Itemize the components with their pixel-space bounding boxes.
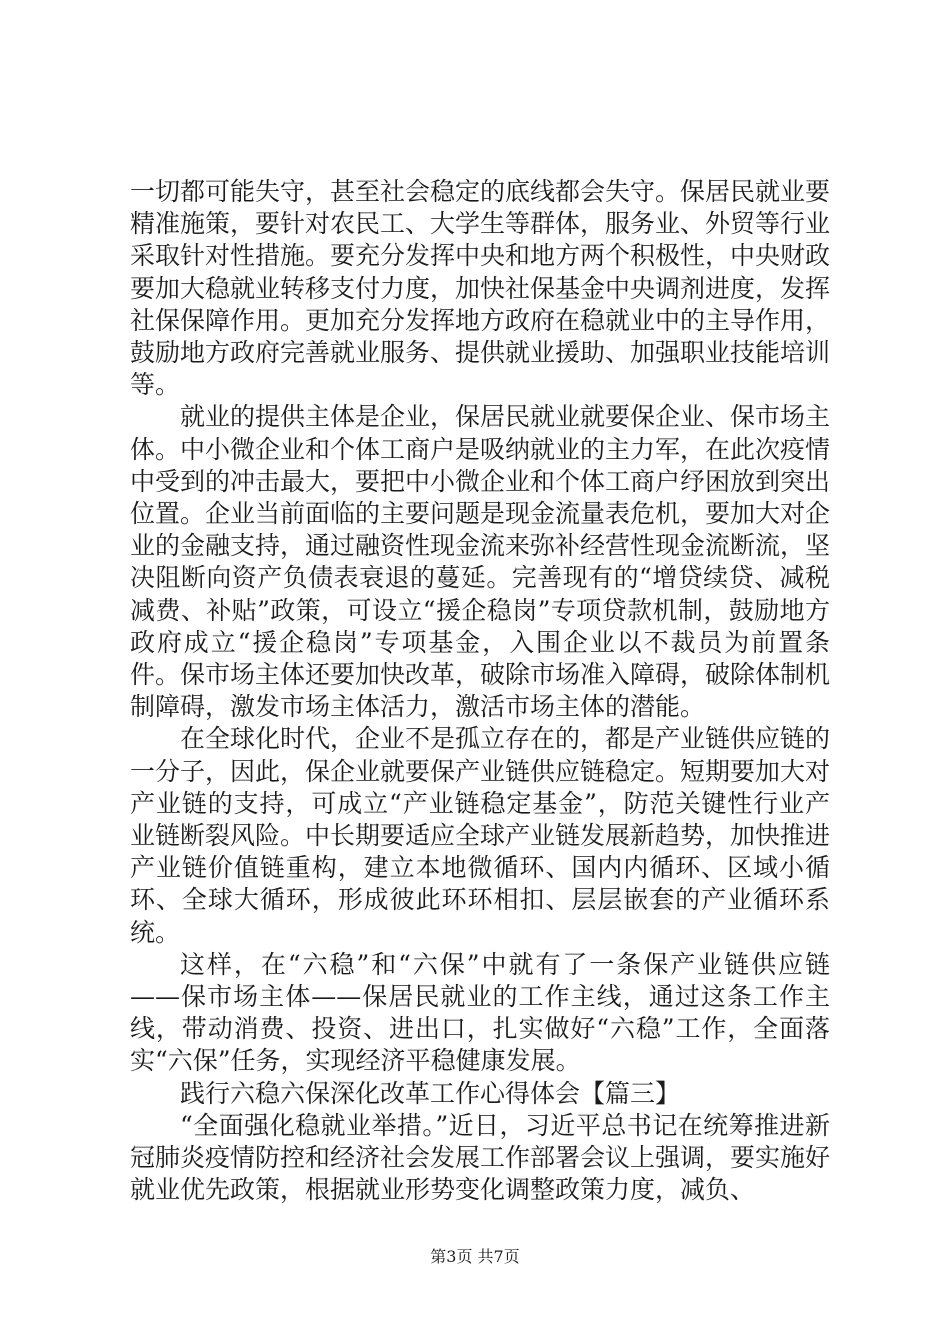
paragraph-main-line: 这样，在“六稳”和“六保”中就有了一条保产业链供应链——保市场主体——保居民就业的工作主线，通过这条工作主线，带动消费、投资、进出口，扎实做好“六稳”工作，全面落实“六保”任务，实现经济平稳健康发展。 bbox=[130, 949, 830, 1076]
page-footer: 第3页 共7页 bbox=[430, 1247, 520, 1266]
paragraph-continuation: 一切都可能失守，甚至社会稳定的底线都会失守。保居民就业要精准施策，要针对农民工、大学生等群体，服务业、外贸等行业采取针对性措施。要充分发挥中央和地方两个积极性，中央财政要加大稳就业转移支付力度，加快社保基金中央调剂进度，发挥社保保障作用。更加充分发挥地方政府在稳就业中的主导作用，鼓励地方政府完善就业服务、提供就业援助、加强职业技能培训等。 bbox=[130, 177, 831, 400]
paragraph-enterprise: 就业的提供主体是企业，保居民就业就要保企业、保市场主体。中小微企业和个体工商户是吸纳就业的主力军，在此次疫情中受到的冲击最大，要把中小微企业和个体工商户纾困放到突出位置。企业当前面临的主要问题是现金流量表危机，要加大对企业的金融支持，通过融资性现金流来弥补经营性现金流断流，坚决阻断向资产负债表衰退的蔓延。完善现有的“增贷续贷、减税减费、补贴”政策，可设立“援企稳岗”专项贷款机制，鼓励地方政府成立“援企稳岗”专项基金，入围企业以不裁员为前置条件。保市场主体还要加快改革，破除市场准入障碍，破除体制机制障碍，激发市场主体活力，激活市场主体的潜能。 bbox=[130, 402, 831, 722]
paragraph-supply-chain: 在全球化时代，企业不是孤立存在的，都是产业链供应链的一分子，因此，保企业就要保产业链供应链稳定。短期要加大对产业链的支持，可成立“产业链稳定基金”，防范关键性行业产业链断裂风险。中长期要适应全球产业链发展新趋势，加快推进产业链价值链重构，建立本地微循环、国内内循环、区域小循环、全球大循环，形成彼此环环相扣、层层嵌套的产业循环系统。 bbox=[130, 724, 831, 947]
paragraph-employment: “全面强化稳就业举措。”近日，习近平总书记在统筹推进新冠肺炎疫情防控和经济社会发展工作部署会议上强调，要实施好就业优先政策，根据就业形势变化调整政策力度，减负、 bbox=[130, 1110, 831, 1205]
document-body bbox=[130, 176, 830, 1207]
section-heading: 践行六稳六保深化改革工作心得体会【篇三】 bbox=[180, 1078, 681, 1108]
